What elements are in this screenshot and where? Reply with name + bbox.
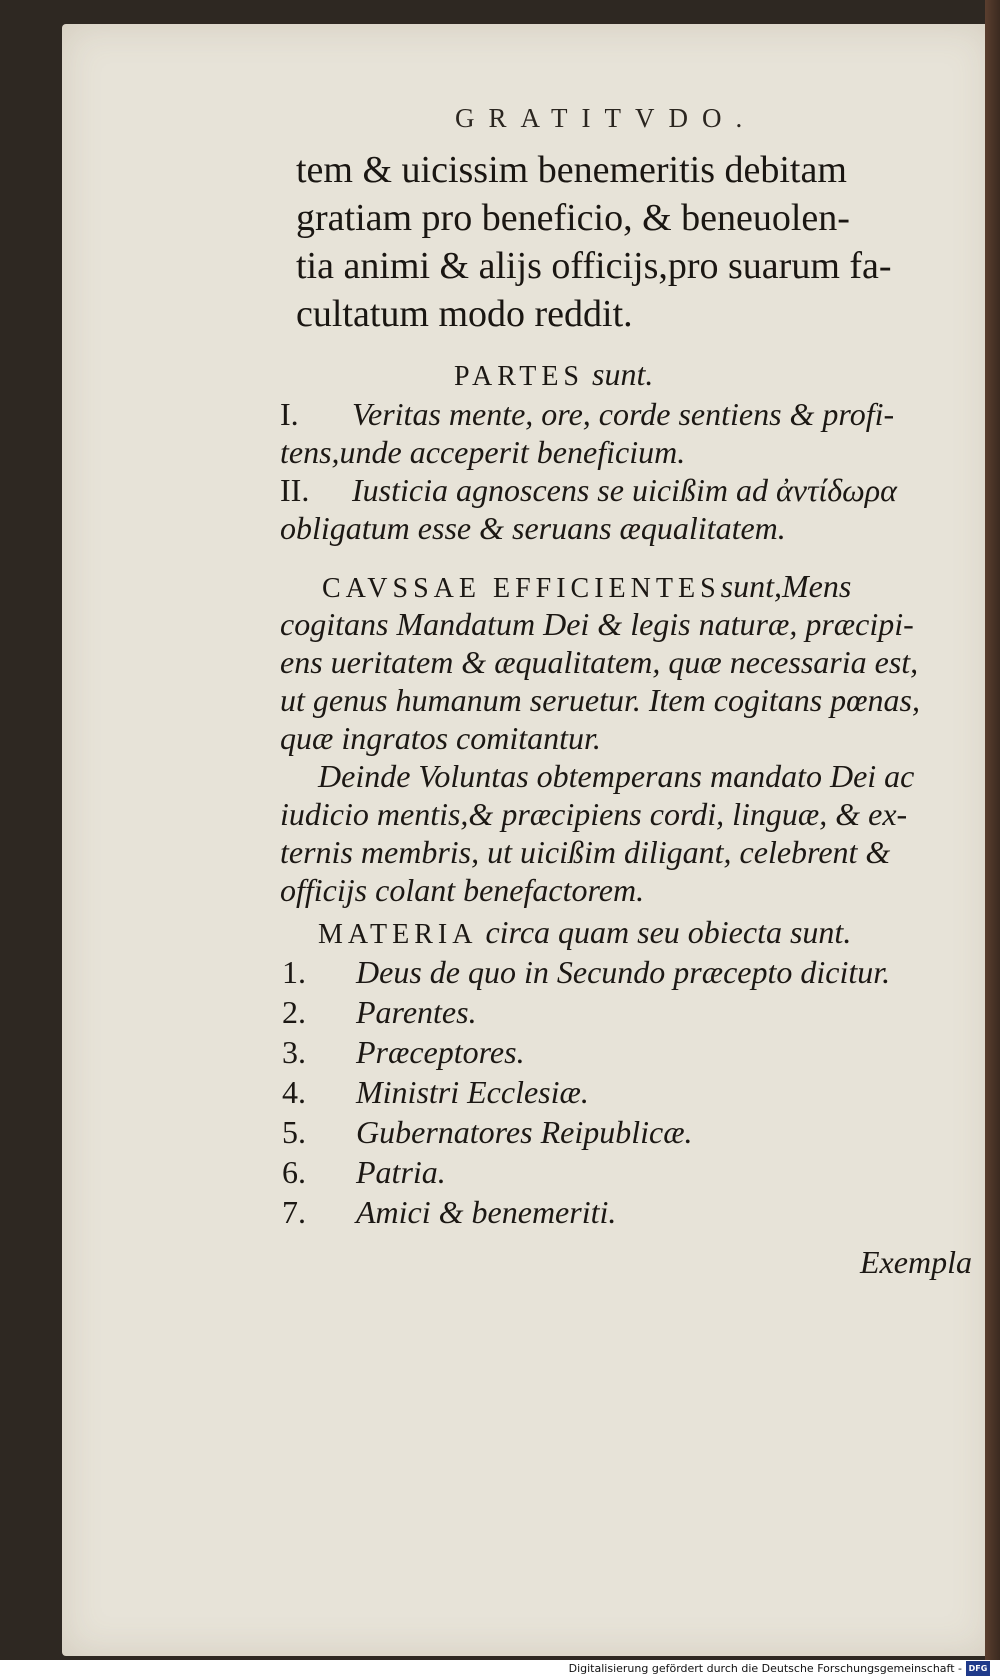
- partes-item-2-num: II.: [280, 472, 310, 508]
- materia-item-7: [282, 1194, 617, 1231]
- materia-item-6: [282, 1154, 446, 1191]
- materia-item-3-text: Præceptores.: [356, 1034, 525, 1070]
- causae-line-8: ternis membris, ut uicißim diligant, celebrent &: [280, 834, 891, 870]
- materia-item-1: [282, 954, 891, 991]
- running-head: GRATITVDO.: [455, 103, 757, 133]
- materia-item-4-num: 4.: [282, 1074, 306, 1110]
- dfg-logo-icon: DFG: [966, 1661, 990, 1676]
- materia-item-5-text: Gubernatores Reipublicæ.: [356, 1114, 693, 1150]
- materia-item-1-num: 1.: [282, 954, 306, 990]
- materia-item-5-num: 5.: [282, 1114, 306, 1150]
- materia-item-5: [282, 1114, 693, 1151]
- causae-line-5: quæ ingratos comitantur.: [280, 720, 601, 756]
- materia-item-2-text: Parentes.: [356, 994, 477, 1030]
- intro-line-1: tem & uicissim benemeritis debitam: [296, 149, 847, 191]
- partes-item-1-line-1: Veritas mente, ore, corde sentiens & profi-: [352, 396, 895, 432]
- materia-item-6-text: Patria.: [356, 1154, 446, 1190]
- materia-heading: [318, 914, 851, 951]
- intro-line-2: gratiam pro beneficio, & beneuolen-: [296, 197, 850, 239]
- materia-item-7-num: 7.: [282, 1194, 306, 1230]
- binding-edge: [985, 0, 1000, 1660]
- causae-line-1-rest: sunt,Mens: [720, 568, 852, 604]
- materia-item-3: [282, 1034, 525, 1071]
- causae-line-1: [322, 568, 851, 605]
- partes-item-2-line-1: Iusticia agnoscens se uicißim ad ἀντίδωρα: [352, 472, 897, 508]
- intro-paragraph: [296, 146, 986, 338]
- causae-line-6: Deinde Voluntas obtemperans mandato Dei ac: [318, 758, 915, 794]
- materia-item-4-text: Ministri Ecclesiæ.: [356, 1074, 589, 1110]
- causae-line-3: ens ueritatem & æqualitatem, quæ necessaria est,: [280, 644, 919, 680]
- partes-item-1-line-2: tens,unde acceperit beneficium.: [280, 434, 686, 470]
- catchword: Exempla: [860, 1244, 972, 1280]
- intro-line-3: tia animi & alijs officijs,pro suarum fa-: [296, 245, 892, 287]
- causae-heading-caps: CAVSSAE EFFICIENTES: [322, 573, 721, 604]
- materia-item-2-num: 2.: [282, 994, 306, 1030]
- causae-line-9: officijs colant benefactorem.: [280, 872, 645, 908]
- causae-line-4: ut genus humanum seruetur. Item cogitans pœnas,: [280, 682, 920, 718]
- materia-item-2: [282, 994, 477, 1031]
- footer-credit: Digitalisierung gefördert durch die Deutsche Forschungsgemeinschaft -: [568, 1662, 962, 1675]
- materia-item-1-text: Deus de quo in Secundo præcepto dicitur.: [356, 954, 891, 990]
- materia-item-6-num: 6.: [282, 1154, 306, 1190]
- materia-item-3-num: 3.: [282, 1034, 306, 1070]
- partes-heading-caps: PARTES: [454, 361, 584, 392]
- partes-item-1-num: I.: [280, 396, 299, 432]
- partes-heading-rest: sunt.: [592, 356, 654, 392]
- partes-heading: [454, 356, 653, 393]
- causae-line-2: cogitans Mandatum Dei & legis naturæ, præcipi-: [280, 606, 914, 642]
- causae-line-7: iudicio mentis,& præcipiens cordi, linguæ, & ex-: [280, 796, 908, 832]
- materia-item-4: [282, 1074, 589, 1111]
- materia-item-7-text: Amici & benemeriti.: [356, 1194, 617, 1230]
- partes-item-2-line-2: obligatum esse & seruans æqualitatem.: [280, 510, 786, 546]
- materia-heading-rest: circa quam seu obiecta sunt.: [485, 914, 852, 950]
- materia-heading-caps: MATERIA: [318, 919, 478, 950]
- intro-line-4: cultatum modo reddit.: [296, 293, 633, 335]
